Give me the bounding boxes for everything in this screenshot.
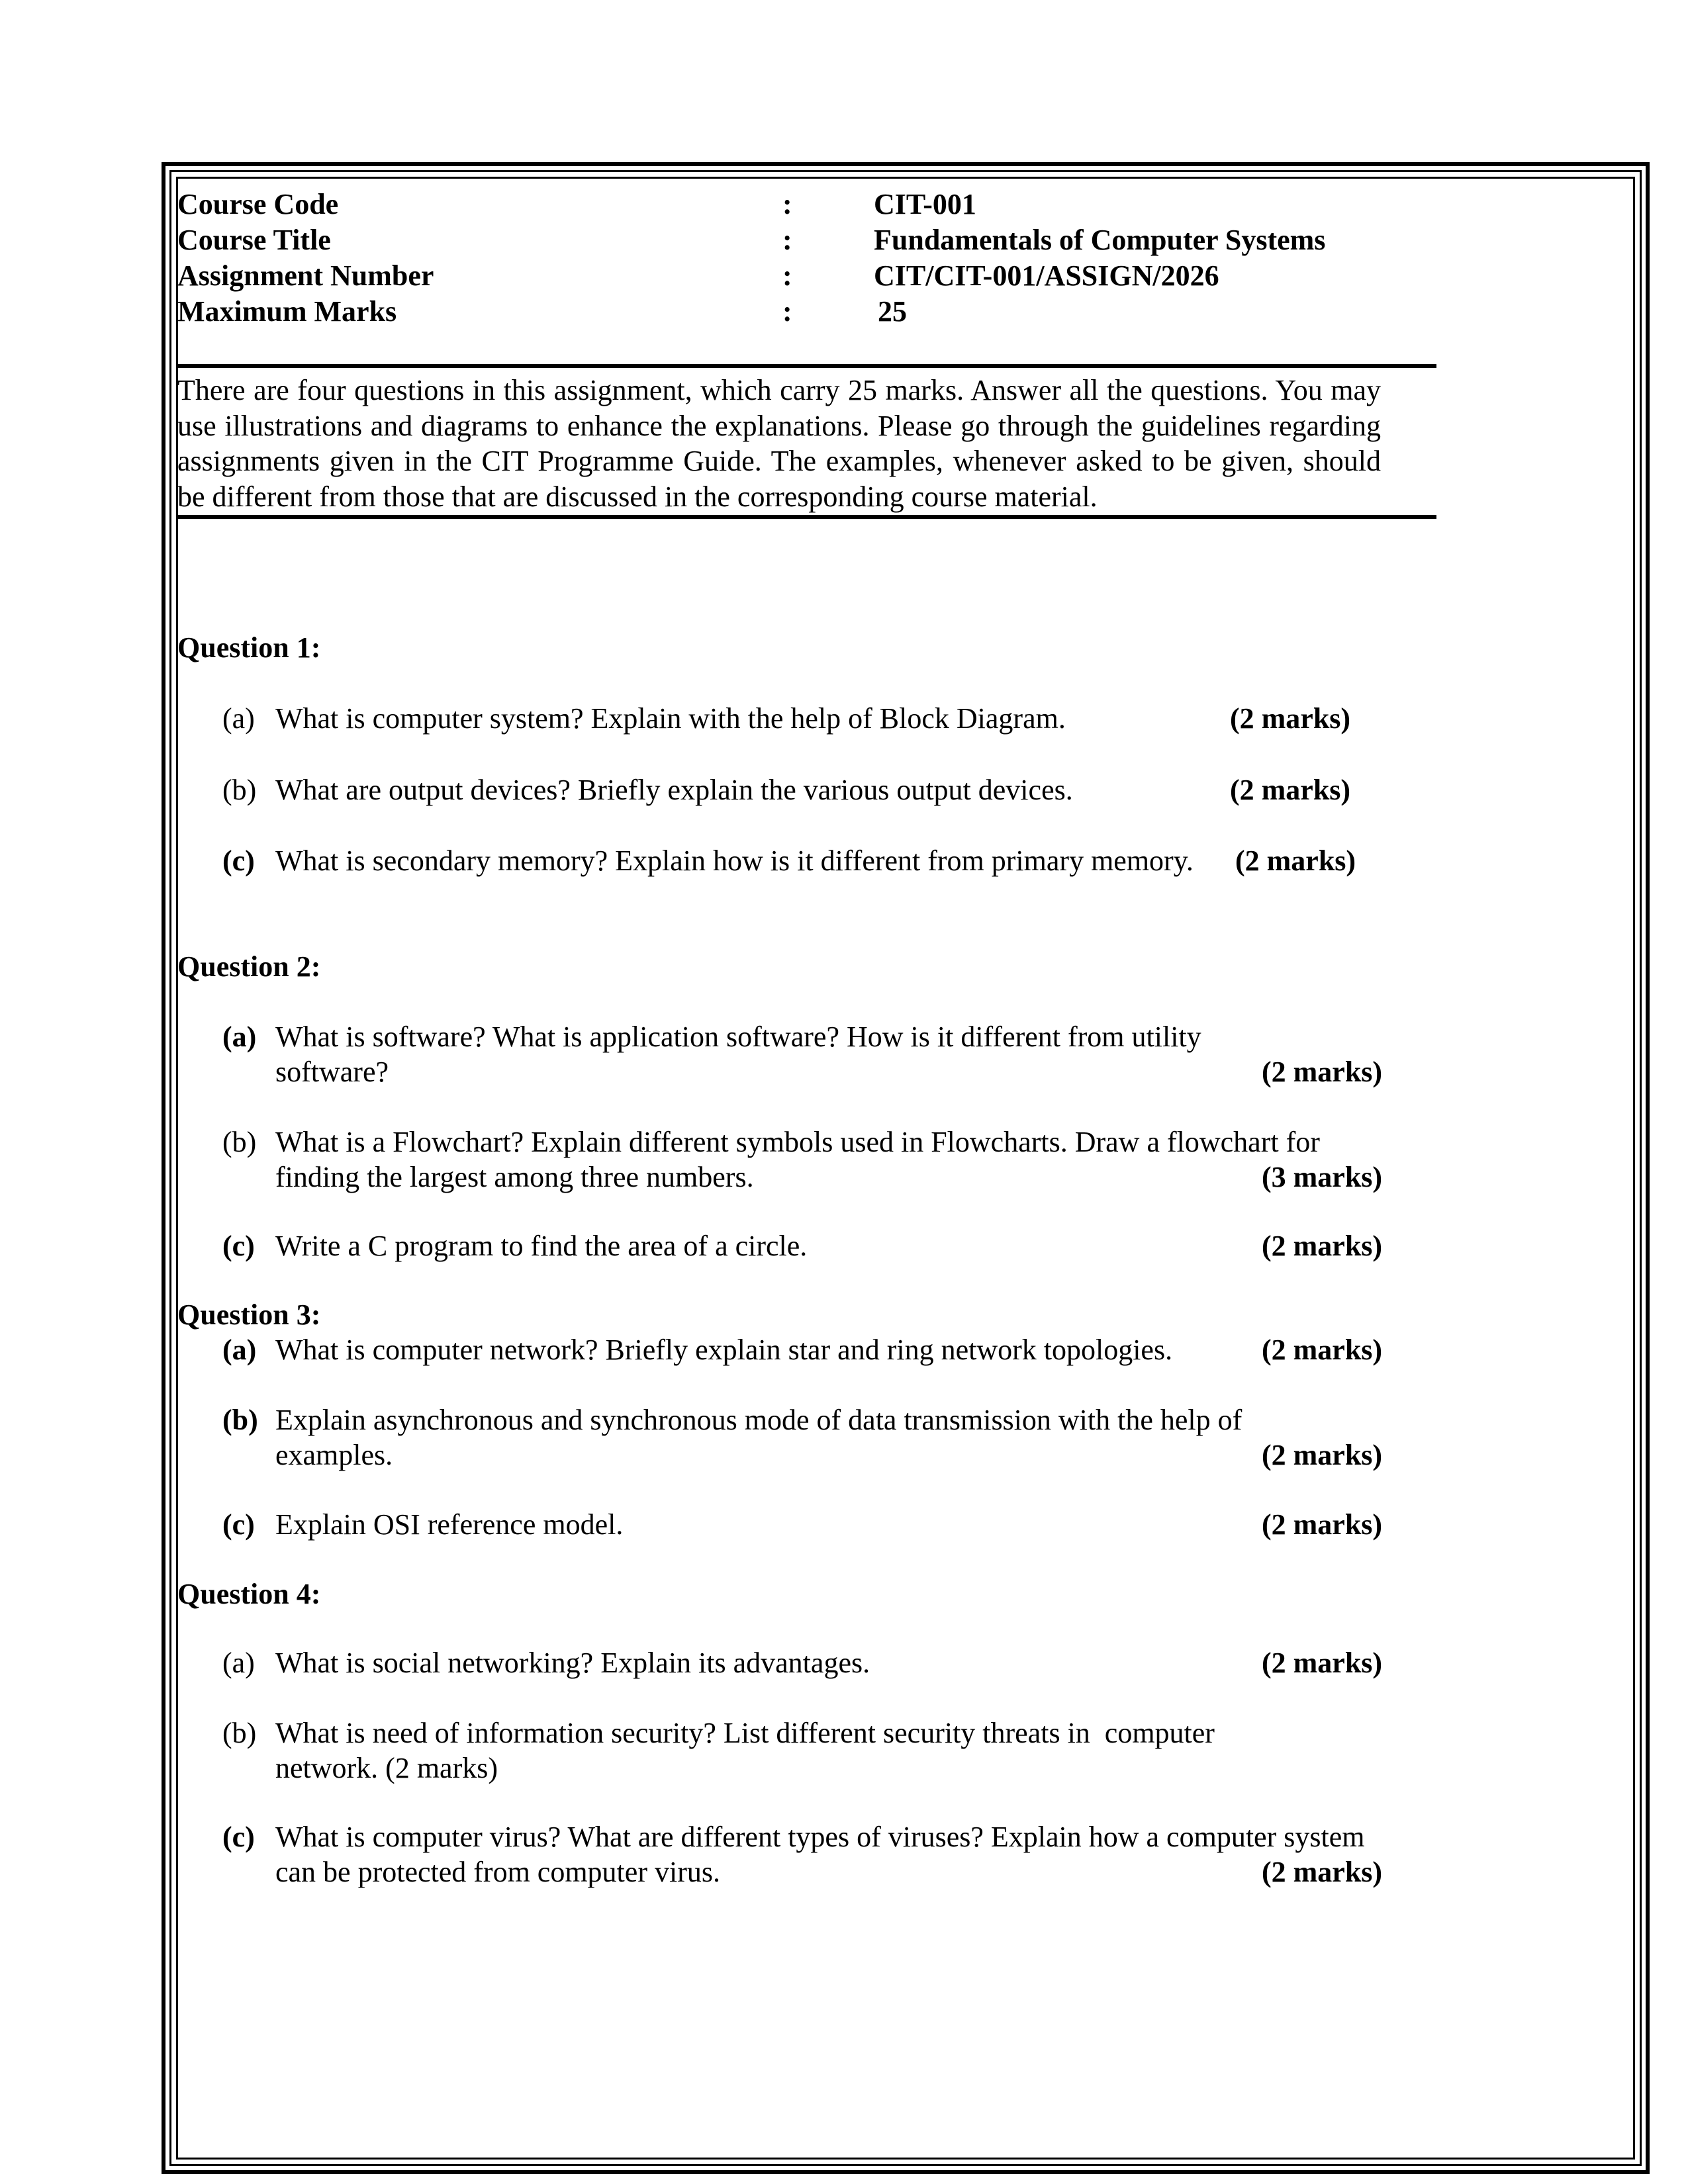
item-letter: (c)	[222, 844, 255, 877]
item-text-continued: examples.	[275, 1439, 393, 1471]
item-text: What is computer system? Explain with the help of Block Diagram.	[275, 702, 1066, 735]
item-marks: (2 marks)	[1235, 844, 1356, 877]
course-code-label: Course Code	[177, 188, 339, 220]
maximum-marks-colon: :	[782, 295, 792, 328]
item-text: What is computer virus? What are different types of viruses? Explain how a computer system	[275, 1821, 1365, 1853]
course-title-value: Fundamentals of Computer Systems	[874, 224, 1326, 256]
question-1-heading: Question 1:	[177, 631, 321, 664]
item-marks: (2 marks)	[1262, 1856, 1383, 1888]
question-4-heading: Question 4:	[177, 1578, 321, 1610]
item-letter: (a)	[222, 702, 255, 735]
question-2-heading: Question 2:	[177, 950, 321, 983]
assignment-number-colon: :	[782, 259, 792, 292]
item-text: Explain OSI reference model.	[275, 1508, 624, 1541]
item-text: What is need of information security? List different security threats in computer	[275, 1717, 1215, 1749]
item-letter: (b)	[222, 1404, 258, 1436]
item-letter: (b)	[222, 774, 257, 806]
item-text-continued: software?	[275, 1056, 389, 1088]
item-text: What are output devices? Briefly explain the various output devices.	[275, 774, 1073, 806]
assignment-number-label: Assignment Number	[177, 259, 434, 292]
intro-bottom-rule	[177, 515, 1436, 519]
item-marks: (2 marks)	[1230, 702, 1351, 735]
item-text: What is social networking? Explain its advantages.	[275, 1647, 870, 1679]
item-text-continued: can be protected from computer virus.	[275, 1856, 720, 1888]
course-code-value: CIT-001	[874, 188, 976, 220]
item-text: Explain asynchronous and synchronous mode of data transmission with the help of	[275, 1404, 1243, 1436]
question-3-heading: Question 3:	[177, 1298, 321, 1331]
item-marks: (2 marks)	[1262, 1508, 1383, 1541]
maximum-marks-row	[177, 294, 907, 330]
course-code-row	[177, 187, 976, 222]
course-code-colon: :	[782, 188, 792, 220]
item-text: What is computer network? Briefly explain star and ring network topologies.	[275, 1334, 1173, 1366]
item-text-continued: network. (2 marks)	[275, 1752, 498, 1784]
item-letter: (a)	[222, 1021, 257, 1053]
item-marks: (2 marks)	[1262, 1647, 1383, 1679]
course-title-colon: :	[782, 224, 792, 256]
maximum-marks-value: 25	[878, 295, 907, 328]
item-text: What is a Flowchart? Explain different symbols used in Flowcharts. Draw a flowchart for	[275, 1126, 1320, 1158]
item-letter: (c)	[222, 1821, 255, 1853]
item-letter: (c)	[222, 1230, 255, 1262]
assignment-number-row	[177, 258, 1219, 294]
item-letter: (a)	[222, 1334, 257, 1366]
item-marks: (3 marks)	[1262, 1161, 1383, 1193]
item-text: What is software? What is application software? How is it different from utility	[275, 1021, 1201, 1053]
item-text: What is secondary memory? Explain how is it different from primary memory.	[275, 844, 1194, 877]
assignment-number-value: CIT/CIT-001/ASSIGN/2026	[874, 259, 1219, 292]
item-marks: (2 marks)	[1262, 1230, 1383, 1262]
item-text-continued: finding the largest among three numbers.	[275, 1161, 754, 1193]
item-text: Write a C program to find the area of a circle.	[275, 1230, 808, 1262]
item-marks: (2 marks)	[1262, 1439, 1383, 1471]
item-letter: (b)	[222, 1717, 257, 1749]
course-title-label: Course Title	[177, 224, 331, 256]
item-letter: (b)	[222, 1126, 257, 1158]
item-marks: (2 marks)	[1262, 1056, 1383, 1088]
item-marks: (2 marks)	[1262, 1334, 1383, 1366]
item-letter: (c)	[222, 1508, 255, 1541]
intro-top-rule	[177, 364, 1436, 368]
instructions-paragraph: There are four questions in this assignment, which carry 25 marks. Answer all the questions. You may use illustrations and diagrams to enhance the explanations. Please go through the guidelines regarding assignments given in the CIT Programme Guide. The examples, whenever asked to be given, should be different from those that are discussed in the corresponding course material.	[177, 374, 1381, 513]
maximum-marks-label: Maximum Marks	[177, 295, 397, 328]
item-letter: (a)	[222, 1647, 255, 1679]
item-marks: (2 marks)	[1230, 774, 1351, 806]
course-title-row	[177, 222, 1326, 258]
